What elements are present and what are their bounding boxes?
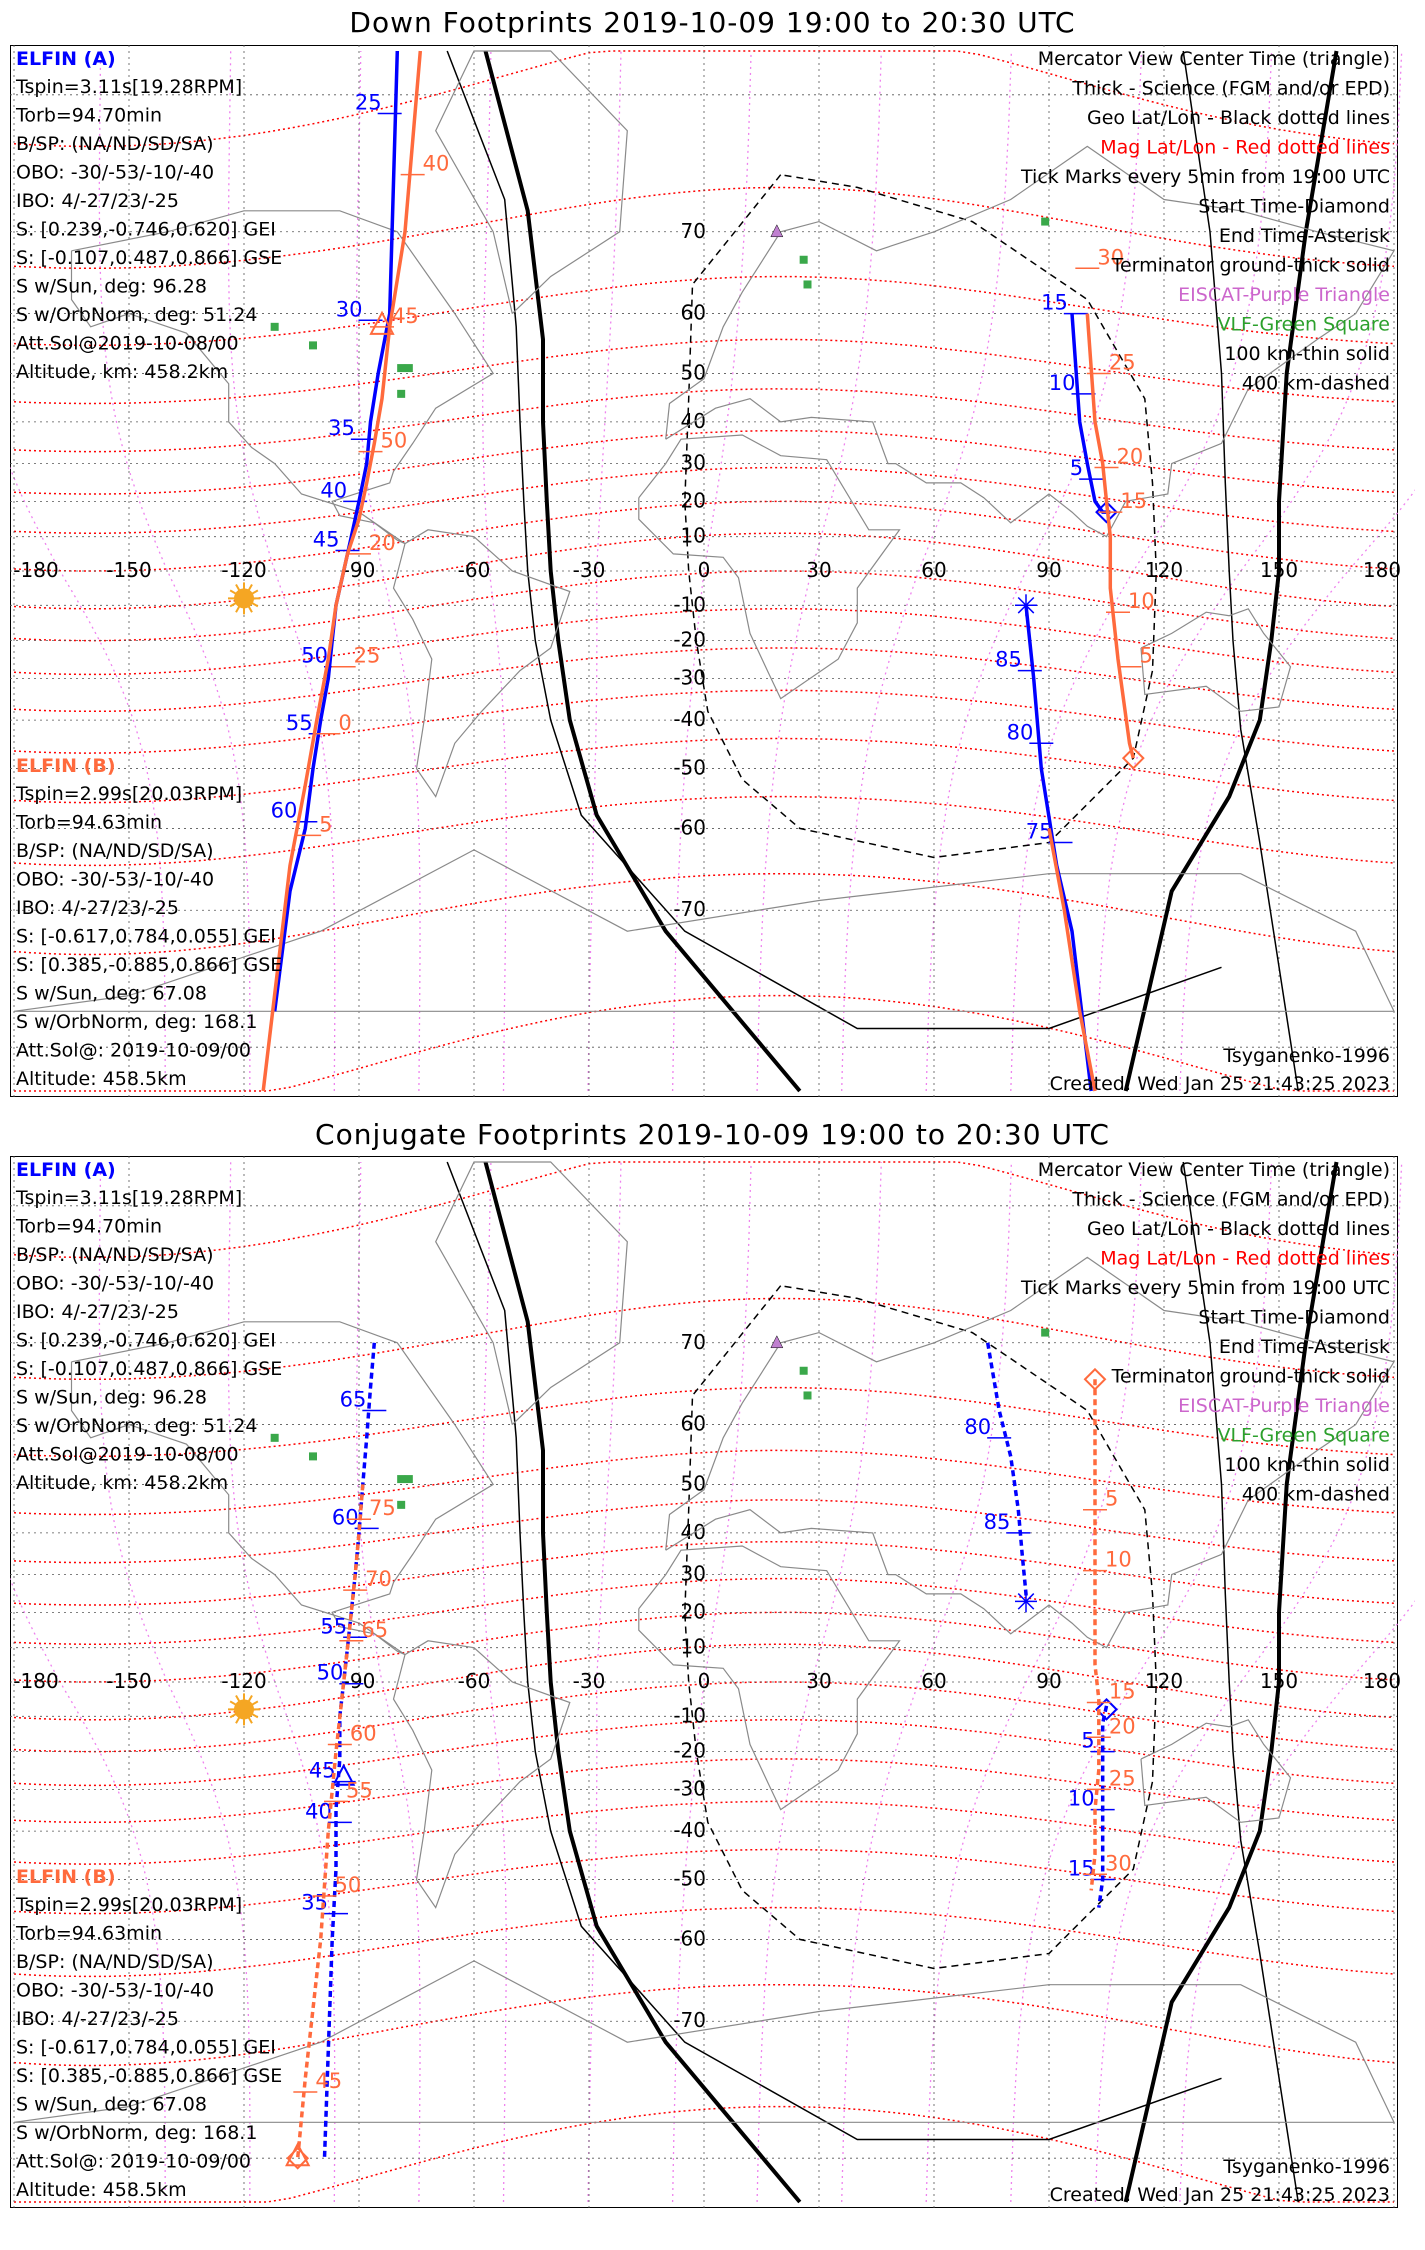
elfin-b-tick-label: 60 [349,1721,377,1746]
legend-line: VLF-Green Square [1217,1424,1390,1447]
elfin-b-tick-label: 45 [315,2068,343,2093]
vlf-marker [804,280,812,288]
lat-tick-label: 40 [680,1519,706,1544]
elfin-a-tick-label: 45 [312,527,340,552]
elfin-b-info-line: S: [-0.617,0.784,0.055] GEI [16,2036,276,2059]
panel-title-down: Down Footprints 2019-10-09 19:00 to 20:30 UTC [349,6,1076,39]
lon-tick-label: 60 [921,558,947,582]
legend-line: VLF-Green Square [1217,313,1390,336]
lon-tick-label: -60 [457,558,491,582]
lat-tick-label: -60 [673,1926,706,1951]
elfin-b-tick-label: 10 [1105,1547,1132,1572]
lat-tick-label: 30 [680,450,706,475]
end-asterisk [1015,594,1037,616]
lat-tick-label: 20 [680,1599,706,1624]
elfin-b-info-line: S w/OrbNorm, deg: 168.1 [16,1011,258,1033]
vlf-marker [397,1501,405,1509]
elfin-b-tick-label: 20 [1108,1714,1136,1739]
lon-tick-label: 90 [1036,558,1062,582]
elfin-a-tick-label: 15 [1067,1856,1095,1881]
elfin-b-info-line: OBO: -30/-53/-10/-40 [16,868,215,891]
elfin-a-tick-label: 55 [320,1614,348,1639]
legend-line: Mag Lat/Lon - Red dotted lines [1100,1247,1390,1270]
lat-tick-label: -40 [673,1818,706,1843]
elfin-b-tick-label: 75 [369,1496,396,1521]
elfin-a-info-line: S w/OrbNorm, deg: 51.24 [16,1415,258,1437]
elfin-b-tick-label: 15 [1120,489,1148,514]
lon-tick-label: -90 [342,558,376,582]
elfin-a-info-line: Torb=94.70min [16,104,163,127]
elfin-b-tick-label: 50 [334,1873,362,1898]
elfin-a-name: ELFIN (A) [16,1159,116,1181]
lon-tick-label: 150 [1259,558,1299,582]
elfin-a-tick-label: 40 [305,1799,332,1824]
elfin-a-tick-label: 10 [1048,370,1076,395]
lat-tick-label: 40 [680,408,706,433]
elfin-a-info-line: S: [0.239,-0.746,0.620] GEI [16,218,276,241]
lat-tick-label: -30 [673,1776,706,1801]
elfin-b-tick-label: 25 [353,643,381,668]
elfin-b-info-line: Att.Sol@: 2019-10-09/00 [16,1039,252,1062]
vlf-marker [405,364,413,372]
elfin-b-tick-label: 25 [1108,1766,1136,1791]
model-label: Tsyganenko-1996 [1223,1045,1390,1067]
legend-line: Start Time-Diamond [1198,1306,1390,1329]
elfin-a-info-line: B/SP: (NA/ND/SD/SA) [16,133,214,155]
elfin-a-tick-label: 25 [354,90,382,115]
elfin-a-tick-label: 30 [335,297,363,322]
vlf-marker [405,1475,413,1483]
elfin-a-tick-label: 50 [301,643,328,668]
elfin-b-name: ELFIN (B) [16,1866,116,1888]
elfin-a-tick-label: 80 [1006,720,1034,745]
vlf-marker [1041,218,1049,226]
lon-tick-label: -180 [13,558,59,582]
legend-line: 100 km-thin solid [1224,343,1390,365]
elfin-b-tick-label: 5 [1105,1486,1119,1511]
elfin-a-tick-label: 65 [339,1387,367,1412]
legend-line: Mercator View Center Time (triangle) [1037,1159,1390,1181]
panel-title-conjugate: Conjugate Footprints 2019-10-09 19:00 to 20:30 UTC [315,1118,1110,1151]
elfin-a-info-line: Altitude, km: 458.2km [16,361,229,383]
legend-line: 400 km-dashed [1241,1483,1390,1506]
elfin-b-info-line: Altitude: 458.5km [16,1068,187,1090]
elfin-a-info-line: S w/Sun, deg: 96.28 [16,1386,207,1409]
lon-tick-label: -90 [342,1669,376,1693]
elfin-b-info-line: B/SP: (NA/ND/SD/SA) [16,840,214,862]
elfin-b-tick-label: 45 [392,303,419,328]
lat-tick-label: 70 [680,218,706,243]
elfin-b-tick-label: 5 [319,812,333,837]
lat-tick-label: 60 [680,300,706,325]
elfin-b-info-line: IBO: 4/-27/23/-25 [16,2008,179,2030]
lat-tick-label: -10 [673,1703,706,1728]
lat-tick-label: 10 [680,1634,706,1659]
elfin-a-info-line: OBO: -30/-53/-10/-40 [16,161,215,184]
legend-line: EISCAT-Purple Triangle [1178,1395,1390,1417]
elfin-a-tick-label: 60 [270,798,298,823]
lon-tick-label: 0 [697,1669,711,1693]
vlf-marker [800,256,808,264]
vlf-marker [271,323,279,331]
legend-line: Mercator View Center Time (triangle) [1037,48,1390,70]
elfin-a-tick-label: 75 [1025,819,1053,844]
vlf-marker [309,1452,317,1460]
vlf-marker [800,1367,808,1375]
elfin-b-info-line: Torb=94.63min [16,1922,163,1945]
vlf-marker [1041,1329,1049,1337]
lon-tick-label: 30 [806,1669,832,1693]
elfin-a-info-line: Torb=94.70min [16,1215,163,1238]
elfin-a-tick-label: 15 [1041,290,1068,315]
lon-tick-label: -150 [106,1669,152,1693]
vlf-marker [397,1475,405,1483]
elfin-b-info-line: B/SP: (NA/ND/SD/SA) [16,1951,214,1973]
legend-line: End Time-Asterisk [1218,1336,1390,1358]
elfin-b-info-line: OBO: -30/-53/-10/-40 [16,1979,215,2002]
elfin-b-tick-label: 15 [1108,1679,1136,1704]
vlf-marker [397,390,405,398]
elfin-b-tick-label: 50 [380,428,408,453]
lat-tick-label: 30 [680,1561,706,1586]
elfin-b-tick-label: 65 [361,1617,389,1642]
lat-tick-label: 60 [680,1411,706,1436]
lon-tick-label: 0 [697,558,711,582]
lon-tick-label: 120 [1144,1669,1184,1693]
elfin-a-tick-label: 40 [320,478,348,503]
elfin-a-tick-label: 55 [285,710,313,735]
elfin-a-info-line: B/SP: (NA/ND/SD/SA) [16,1244,214,1266]
lat-tick-label: 10 [680,523,706,548]
elfin-b-info-line: Att.Sol@: 2019-10-09/00 [16,2150,252,2173]
legend-line: 100 km-thin solid [1224,1454,1390,1476]
lat-tick-label: -60 [673,815,706,840]
legend-line: Tick Marks every 5min from 19:00 UTC [1021,166,1390,188]
lat-tick-label: -20 [673,1738,706,1763]
legend-line: Thick - Science (FGM and/or EPD) [1072,1188,1390,1211]
elfin-a-info-line: S w/Sun, deg: 96.28 [16,275,207,298]
elfin-a-info-line: Att.Sol@2019-10-08/00 [16,1443,239,1466]
elfin-a-info-line: OBO: -30/-53/-10/-40 [16,1272,215,1295]
lon-tick-label: 120 [1144,558,1184,582]
elfin-b-info-line: Tspin=2.99s[20.03RPM] [16,783,243,805]
legend-line: Terminator ground-thick solid [1111,1365,1390,1388]
elfin-a-info-line: S: [0.239,-0.746,0.620] GEI [16,1329,276,1352]
legend-line: 400 km-dashed [1241,372,1390,395]
elfin-a-tick-label: 80 [964,1414,992,1439]
legend-line: Mag Lat/Lon - Red dotted lines [1100,136,1390,159]
legend-line: End Time-Asterisk [1218,225,1390,247]
end-asterisk [1015,1590,1037,1612]
elfin-a-tick-label: 5 [1081,1728,1095,1753]
lon-tick-label: -120 [221,558,267,582]
elfin-b-info-line: S: [0.385,-0.885,0.866] GSE [16,954,283,976]
elfin-b-tick-label: 30 [1105,1851,1132,1876]
lat-tick-label: 50 [680,1471,706,1496]
elfin-a-info-line: Tspin=3.11s[19.28RPM] [16,1187,243,1209]
legend-line: Tick Marks every 5min from 19:00 UTC [1021,1277,1390,1299]
elfin-a-tick-label: 35 [328,416,355,441]
elfin-b-tick-label: 55 [346,1778,373,1803]
elfin-a-tick-label: 10 [1067,1786,1095,1811]
map-conjugate-footprints [10,1156,1415,2208]
elfin-b-tick-label: 30 [1097,245,1125,270]
legend-line: Start Time-Diamond [1198,195,1390,218]
lat-tick-label: -50 [673,1866,706,1891]
elfin-b-tick-label: 25 [1108,350,1136,375]
created-timestamp: Created: Wed Jan 25 21:43:25 2023 [1049,2184,1390,2206]
elfin-a-info-line: S: [-0.107,0.487,0.866] GSE [16,1358,283,1380]
elfin-a-info-line: IBO: 4/-27/23/-25 [16,190,179,212]
vlf-marker [309,341,317,349]
elfin-a-tick-label: 35 [301,1890,328,1915]
legend-line: Geo Lat/Lon - Black dotted lines [1086,1218,1390,1240]
elfin-b-info-line: Altitude: 458.5km [16,2179,187,2201]
elfin-a-info-line: Att.Sol@2019-10-08/00 [16,332,239,355]
elfin-a-tick-label: 5 [1069,456,1084,481]
lon-tick-label: -30 [572,1669,606,1693]
elfin-a-tick-label: 85 [995,647,1022,672]
elfin-b-tick-label: 70 [365,1567,392,1592]
elfin-b-info-line: Tspin=2.99s[20.03RPM] [16,1894,243,1916]
elfin-b-tick-label: 5 [1139,643,1153,668]
legend-line: Thick - Science (FGM and/or EPD) [1072,77,1390,100]
elfin-a-tick-label: 85 [983,1509,1011,1534]
lat-tick-label: -40 [673,707,706,732]
elfin-a-tick-label: 45 [308,1758,336,1783]
elfin-b-info-line: S w/OrbNorm, deg: 168.1 [16,2122,258,2144]
lon-tick-label: 60 [921,1669,947,1693]
elfin-a-name: ELFIN (A) [16,48,116,70]
lon-tick-label: -60 [457,1669,491,1693]
lat-tick-label: 20 [680,488,706,513]
elfin-b-tick-label: 0 [338,710,352,735]
elfin-b-info-line: S: [-0.617,0.784,0.055] GEI [16,925,276,948]
lat-tick-label: -30 [673,665,706,690]
elfin-b-info-line: S w/Sun, deg: 67.08 [16,2093,207,2116]
legend-line: Geo Lat/Lon - Black dotted lines [1086,107,1390,129]
lon-tick-label: 150 [1259,1669,1299,1693]
lat-tick-label: -70 [673,2008,706,2033]
legend-line: EISCAT-Purple Triangle [1178,284,1390,306]
lat-tick-label: -70 [673,897,706,922]
map-down-footprints [10,45,1415,1097]
lon-tick-label: -180 [13,1669,59,1693]
model-label: Tsyganenko-1996 [1223,2156,1390,2178]
elfin-b-tick-label: 20 [1116,444,1144,469]
elfin-a-info-line: IBO: 4/-27/23/-25 [16,1301,179,1323]
lon-tick-label: -120 [221,1669,267,1693]
lat-tick-label: 50 [680,360,706,385]
elfin-a-info-line: S: [-0.107,0.487,0.866] GSE [16,247,283,269]
elfin-a-tick-label: 60 [331,1505,359,1530]
vlf-marker [804,1391,812,1399]
elfin-b-info-line: Torb=94.63min [16,811,163,834]
elfin-a-info-line: Altitude, km: 458.2km [16,1472,229,1494]
vlf-marker [271,1434,279,1442]
lat-tick-label: -20 [673,627,706,652]
elfin-b-info-line: S: [0.385,-0.885,0.866] GSE [16,2065,283,2087]
elfin-a-info-line: Tspin=3.11s[19.28RPM] [16,76,243,98]
lat-tick-label: -10 [673,592,706,617]
elfin-a-info-line: S w/OrbNorm, deg: 51.24 [16,304,258,326]
legend-line: Terminator ground-thick solid [1111,254,1390,277]
elfin-b-tick-label: 10 [1128,589,1155,614]
created-timestamp: Created: Wed Jan 25 21:43:25 2023 [1049,1073,1390,1095]
lat-tick-label: 70 [680,1329,706,1354]
lon-tick-label: 180 [1362,1669,1402,1693]
lon-tick-label: -150 [106,558,152,582]
lon-tick-label: 180 [1362,558,1402,582]
lon-tick-label: 30 [806,558,832,582]
vlf-marker [397,364,405,372]
lon-tick-label: 90 [1036,1669,1062,1693]
elfin-b-info-line: S w/Sun, deg: 67.08 [16,982,207,1005]
lat-tick-label: -50 [673,755,706,780]
elfin-b-info-line: IBO: 4/-27/23/-25 [16,897,179,919]
elfin-b-name: ELFIN (B) [16,755,116,777]
elfin-a-tick-label: 50 [316,1660,344,1685]
lon-tick-label: -30 [572,558,606,582]
elfin-b-tick-label: 20 [369,530,396,555]
elfin-b-tick-label: 40 [422,151,450,176]
